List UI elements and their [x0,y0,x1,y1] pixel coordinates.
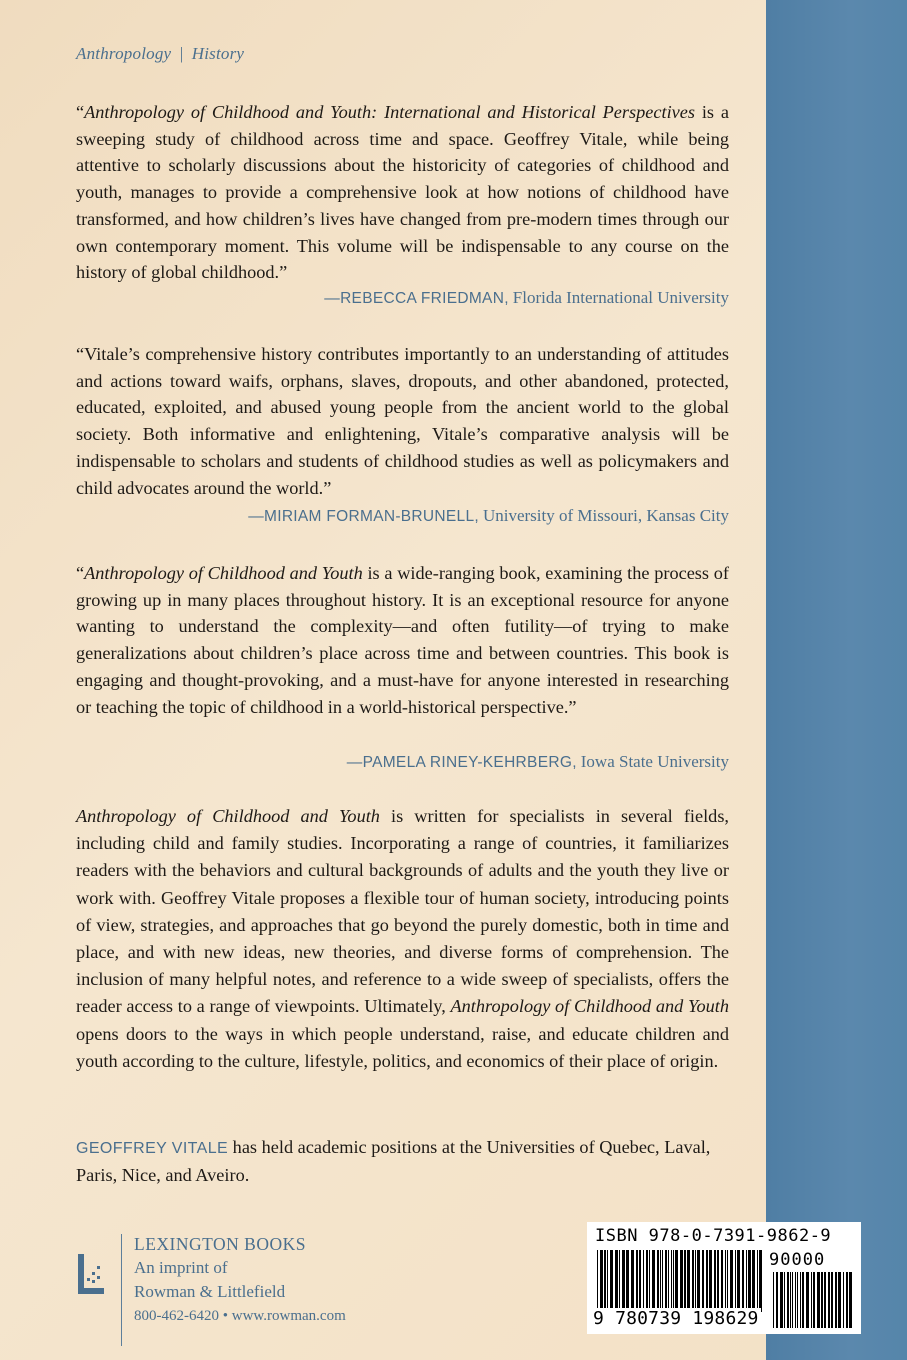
publisher-block [76,1226,376,1346]
barcode-bar [795,1272,796,1328]
barcode-bar [657,1250,659,1312]
barcode-bar [725,1250,726,1312]
barcode-bar [824,1272,826,1328]
barcode-bar [752,1250,755,1312]
barcode-bar [800,1272,801,1328]
barcode-bar [695,1250,696,1312]
blurb-text-2: opens doors to the ways in which people understand, raise, and educate children and youth according to the culture, lifestyle, politics, and economics of their place of origin. [76,1023,729,1071]
barcode-bar [838,1272,841,1328]
barcode-bar [607,1250,608,1312]
publisher-name: LEXINGTON BOOKS [134,1234,306,1254]
barcode-bar [649,1250,650,1312]
barcode-bar [806,1272,809,1328]
publisher-parent: Rowman & Littlefield [134,1282,286,1301]
barcode-bar [759,1250,762,1312]
category-anthropology: Anthropology [76,44,172,63]
barcode-bar [828,1272,830,1328]
barcode-bar [849,1272,852,1328]
isbn-text: ISBN 978-0-7391-9862-9 [595,1226,832,1246]
lexington-logo-icon [76,1250,110,1300]
review-1-book-title: Anthropology of Childhood and Youth: International and Historical Perspectives [84,102,696,122]
barcode-bar [721,1250,723,1312]
review-2-name: MIRIAM FORMAN-BRUNELL [264,508,475,525]
barcode-bar [831,1272,833,1328]
barcode-bar [622,1250,625,1312]
barcode-bar [702,1250,704,1312]
barcode-bar [692,1250,694,1312]
review-2-affiliation: University of Missouri, Kansas City [482,506,729,525]
author-name: GEOFFREY VITALE [76,1140,229,1157]
barcode-bar [600,1250,603,1312]
barcode-bar [709,1250,712,1312]
addon-digits: 90000 [769,1250,826,1270]
barcode-bar [735,1250,736,1312]
addon-barcode-bars [771,1272,853,1328]
barcode-bar [780,1272,783,1328]
barcode-bar [813,1272,815,1328]
barcode-bar [706,1250,708,1312]
barcode-bar [684,1250,686,1312]
barcode-bar [665,1250,667,1312]
barcode-bar [846,1272,848,1328]
blurb-title-2: Anthropology of Childhood and Youth [450,996,729,1017]
addon-barcode [771,1272,853,1328]
book-description [76,803,729,1075]
review-3-text: is a wide-ranging book, examining the process of growing up in many places throughout history. It is an exceptional resource for anyone wanting to understand the complexity—and often futility—of trying to make generalizations about children’s place across time and between countries. This book is engaging and thought-provoking, and a must-have for anyone interested in researching or teaching the topic of childhood in a world-historical perspective.” [76,563,729,717]
review-2-quote [76,341,729,501]
barcode-bar [821,1272,823,1328]
barcode-bar [730,1250,733,1312]
review-3-attribution [76,752,729,772]
quote-mark: “ [76,563,85,583]
author-bio [76,1134,729,1189]
ean-digits: 9 780739 198629 [593,1308,759,1329]
ean-barcode-bars [595,1250,765,1312]
category-history: History [191,44,245,63]
attribution-dash: — [346,754,363,771]
barcode-bar [717,1250,719,1312]
publisher-contact: 800-462-6420 • www.rowman.com [134,1308,346,1324]
barcode-bar [773,1272,774,1328]
attribution-dash: — [248,508,264,525]
review-1-affiliation: Florida International University [512,288,729,307]
review-3-quote [76,560,729,720]
barcode-bar [742,1250,744,1312]
barcode-bar [619,1250,620,1312]
review-2-attribution [76,506,729,526]
barcode-bar [797,1272,798,1328]
category-label [76,44,244,64]
barcode-bar [757,1250,758,1312]
barcode-bar [787,1272,789,1328]
review-1-text: is a sweeping study of childhood across time and space. Geoffrey Vitale, while being attentive to scholarly discussions about the historicity of categories of childhood and youth, manages to provide a comprehensive look at how notions of childhood have transformed, and how children’s lives have changed from pre-modern times through our own contemporary moment. This volume will be indispensable to any course on the history of global childhood.” [76,102,729,283]
barcode-bar [626,1250,629,1312]
barcode-bar [784,1272,785,1328]
barcode-bar [817,1272,820,1328]
barcode-bar [835,1272,837,1328]
barcode-bar [652,1250,655,1312]
review-1-name: REBECCA FRIEDMAN [340,290,505,307]
barcode-bar [697,1250,700,1312]
barcode-bar [843,1272,844,1328]
attribution-dash: — [324,290,341,307]
review-2-text: “Vitale’s comprehensive history contributes importantly to an understanding of attitudes and actions toward waifs, orphans, slaves, dropouts, and other abandoned, protected, educated, exploited, and abused young people from the ancient world to the global society. Both informative and enlightening, Vitale’s comparative analysis will be indispensable to scholars and students of childhood studies as well as policymakers and child advocates around the world.” [76,344,729,498]
review-3-affiliation: Iowa State University [580,752,729,771]
barcode-bar [737,1250,740,1312]
barcode-bar [811,1272,812,1328]
barcode-bar [802,1272,804,1328]
barcode-box [587,1222,861,1334]
attribution-comma: , [474,508,479,525]
barcode-bar [680,1250,683,1312]
barcode-bar [610,1250,613,1312]
barcode-bar [631,1250,634,1312]
barcode-bar [671,1250,672,1312]
publisher-imprint: An imprint of [134,1258,228,1277]
barcode-bar [660,1250,661,1312]
barcode-bar [714,1250,716,1312]
barcode-bar [636,1250,638,1312]
barcode-bar [792,1272,793,1328]
blurb-title-1: Anthropology of Childhood and Youth [76,806,380,826]
barcode-bar [673,1250,674,1312]
publisher-text [134,1232,346,1328]
barcode-bar [604,1250,606,1312]
barcode-bar [662,1250,663,1312]
barcode-bar [687,1250,690,1312]
category-separator: | [179,44,184,63]
author-bio-text: has held academic positions at the Universities of Quebec, Laval, Paris, Nice, and Aveiro. [76,1137,711,1186]
barcode-bar [668,1250,669,1312]
attribution-comma: , [572,754,577,771]
barcode-bar [746,1250,747,1312]
spine-band [766,0,907,1360]
attribution-comma: , [504,290,509,307]
barcode-bar [776,1272,778,1328]
barcode-bar [643,1250,644,1312]
barcode-bar [790,1272,791,1328]
review-1-quote [76,99,729,286]
quote-mark: “ [76,102,85,122]
publisher-divider [121,1234,122,1346]
barcode-bar [727,1250,728,1312]
review-3-book-title: Anthropology of Childhood and Youth [84,563,363,583]
review-3-name: PAMELA RINEY-KEHRBERG [362,754,573,771]
barcode-bar [597,1250,598,1312]
barcode-bar [615,1250,618,1312]
barcode-bar [748,1250,751,1312]
barcode-bar [675,1250,678,1312]
barcode-bar [646,1250,648,1312]
barcode-bar [639,1250,641,1312]
review-1-attribution [76,288,729,308]
blurb-text-1: is written for specialists in several fields, including child and family studies. Incorporating a range of countries, it familiarizes readers with the behaviors and cultural backgrounds of adults and the youth they live or work with. Geoffrey Vitale proposes a flexible tour of human society, introducing points of view, strategies, and approaches that go beyond the purely domestic, both in time and place, and with new ideas, new theories, and diverse forms of comprehension. The inclusion of many helpful notes, and reference to a wide sweep of specialists, offers the reader access to a range of viewpoints. Ultimately, [76,806,729,1017]
